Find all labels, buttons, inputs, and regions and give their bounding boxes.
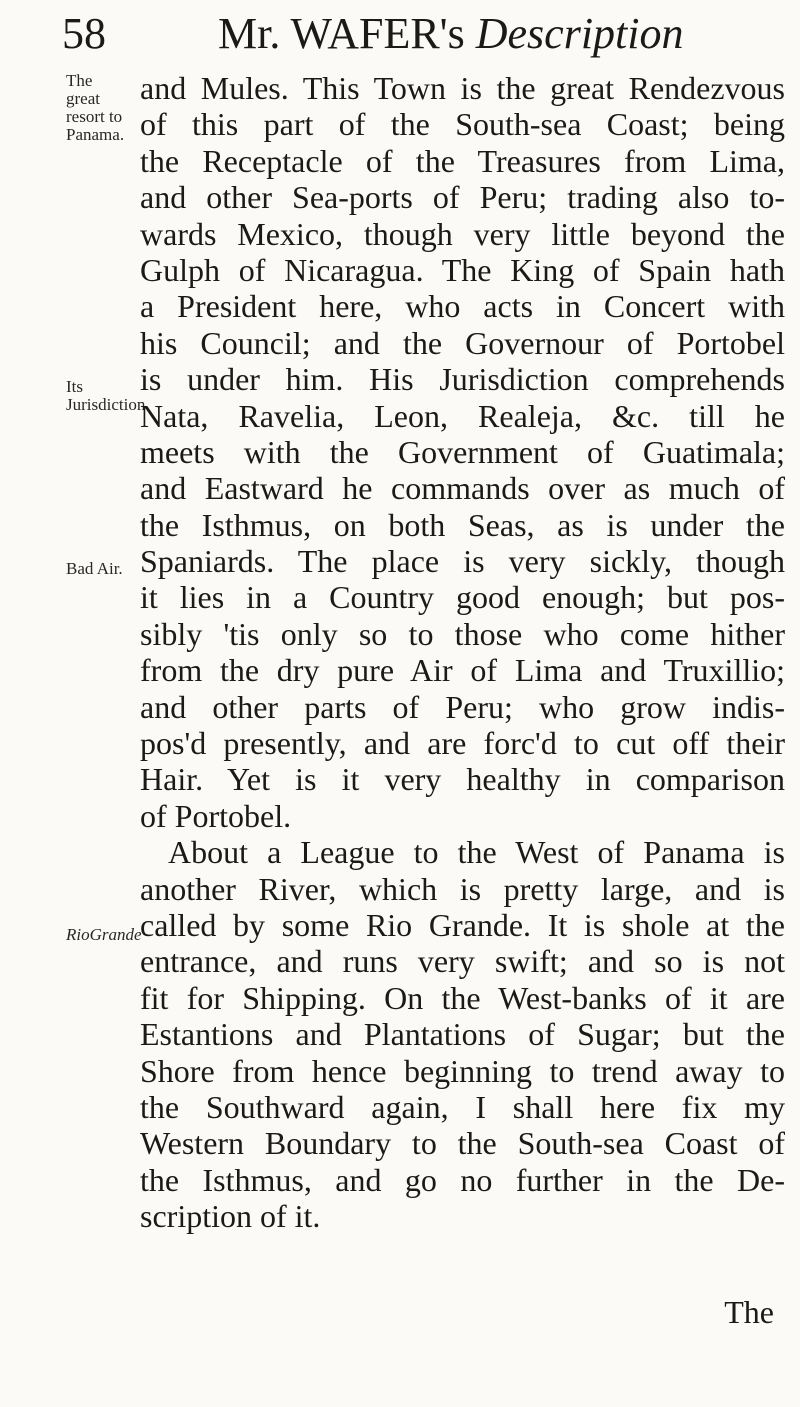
text-line: sibly 'tis only so to those who come hither (140, 615, 785, 652)
text-line: Estantions and Plantations of Sugar; but the (140, 1016, 785, 1053)
text-line: the Isthmus, on both Seas, as is under the (140, 506, 785, 543)
text-line: a President here, who acts in Concert with (140, 288, 785, 325)
text-line: wards Mexico, though very little beyond the (140, 215, 785, 252)
text-line: and other Sea-ports of Peru; trading also to- (140, 179, 785, 216)
text-line: pos'd presently, and are forc'd to cut off their (140, 725, 785, 762)
text-line: Western Boundary to the South-sea Coast of (140, 1125, 785, 1162)
catchword: The (724, 1294, 774, 1330)
margin-note-resort: The great resort to Panama. (66, 71, 125, 144)
text-line: his Council; and the Governour of Portobel (140, 324, 785, 361)
text-line: the Isthmus, and go no further in the De- (140, 1161, 785, 1198)
text-line: the Southward again, I shall here fix my (140, 1088, 785, 1125)
text-line: and Mules. This Town is the great Rendezvous (140, 70, 785, 106)
text-line: it lies in a Country good enough; but pos- (140, 579, 785, 616)
text-line: entrance, and runs very swift; and so is not (140, 943, 785, 980)
margin-note-jurisdiction: Its Jurisdiction. (66, 377, 150, 414)
text-line: Spaniards. The place is very sickly, though (140, 543, 785, 580)
page-header (50, 8, 770, 68)
text-line: the Receptacle of the Treasures from Lima, (140, 142, 785, 179)
text-line: scription of it. (140, 1198, 321, 1235)
text-line: and Eastward he commands over as much of (140, 470, 785, 507)
text-line: from the dry pure Air of Lima and Truxillio; (140, 652, 785, 689)
text-line: of Portobel. (140, 797, 292, 834)
text-line: another River, which is pretty large, and is (140, 870, 785, 907)
running-title-prefix: Mr. WAFER's (218, 9, 465, 58)
page-number: 58 (62, 9, 106, 58)
text-line: called by some Rio Grande. It is shole at the (140, 906, 785, 943)
text-line: fit for Shipping. On the West-banks of it are (140, 979, 785, 1016)
text-line: of this part of the South-sea Coast; being (140, 106, 785, 143)
text-line: meets with the Government of Guatimala; (140, 433, 785, 470)
running-title (218, 8, 684, 59)
running-title-suffix: Description (475, 9, 684, 58)
margin-note-rio-grande: RioGrande (66, 925, 142, 944)
text-line: is under him. His Jurisdiction comprehends (140, 361, 785, 398)
text-line: Hair. Yet is it very healthy in comparison (140, 761, 785, 798)
margin-note-bad-air: Bad Air. (66, 559, 123, 578)
text-line: Gulph of Nicaragua. The King of Spain hath (140, 251, 785, 288)
text-line: and other parts of Peru; who grow indis- (140, 688, 785, 725)
text-line: Nata, Ravelia, Leon, Realeja, &c. till he (140, 397, 785, 434)
text-line: Shore from hence beginning to trend away to (140, 1052, 785, 1089)
body-text (140, 70, 785, 1235)
text-line: About a League to the West of Panama is (168, 834, 785, 871)
